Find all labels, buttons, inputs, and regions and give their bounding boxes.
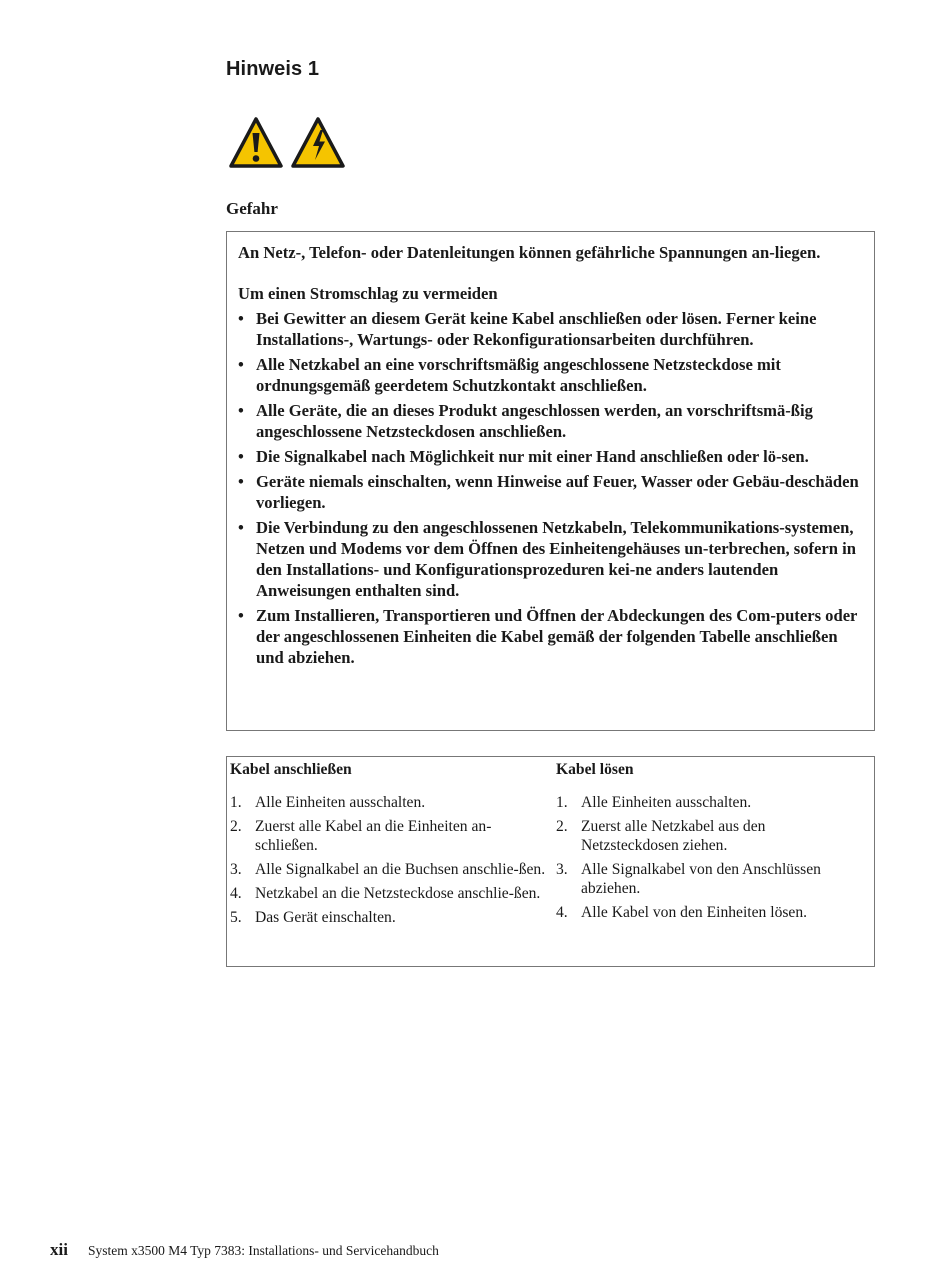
danger-bullet: • Geräte niemals einschalten, wenn Hinweise auf Feuer, Wasser oder Gebäu-deschäden vorliegen. (238, 471, 862, 513)
step-number: 1. (230, 794, 242, 811)
connect-column (230, 757, 548, 932)
danger-bullet: • Bei Gewitter an diesem Gerät keine Kabel anschließen oder lösen. Ferner keine Installations-, Wartungs- oder Rekonfigurationsarbeiten durchführen. (238, 308, 862, 350)
connect-steps (230, 793, 548, 927)
step-text: Das Gerät einschalten. (255, 909, 396, 926)
danger-bullet: • Zum Installieren, Transportieren und Öffnen der Abdeckungen des Com-puters oder der angeschlossenen Einheiten die Kabel gemäß der folgenden Tabelle anschließen und abziehen. (238, 605, 862, 668)
step-text: Netzkabel an die Netzsteckdose anschlie-ßen. (255, 885, 541, 902)
connect-step (230, 860, 548, 879)
cable-procedure-table (226, 756, 875, 967)
step-text: Zuerst alle Netzkabel aus den Netzsteckdosen ziehen. (581, 818, 766, 854)
danger-bullet-list (238, 308, 862, 668)
step-number: 2. (230, 818, 242, 835)
step-number: 4. (556, 904, 568, 921)
step-text: Alle Einheiten ausschalten. (581, 794, 752, 811)
connect-step (230, 884, 548, 903)
step-number: 2. (556, 818, 568, 835)
danger-bullet: • Alle Netzkabel an eine vorschriftsmäßig angeschlossene Netzsteckdose mit ordnungsgemäß geerdetem Schutzkontakt anschließen. (238, 354, 862, 396)
danger-bullet: • Die Verbindung zu den angeschlossenen Netzkabeln, Telekommunikations-systemen, Netzen und Modems vor dem Öffnen des Einheitengehäuses un-terbrechen, sofern in den Installations- und Konfigurationsprozeduren kei-ne anders lautenden Anweisungen enthalten sind. (238, 517, 862, 601)
danger-bullet: • Alle Geräte, die an dieses Produkt angeschlossen werden, an vorschriftsmä-ßig angeschlossene Netzsteckdosen anschließen. (238, 400, 862, 442)
step-number: 5. (230, 909, 242, 926)
disconnect-step (556, 817, 866, 855)
step-number: 3. (556, 861, 568, 878)
step-number: 4. (230, 885, 242, 902)
connect-step (230, 793, 548, 812)
step-text: Zuerst alle Kabel an die Einheiten an-schließen. (255, 818, 492, 854)
page-footer (50, 1240, 439, 1260)
danger-level-label: Gefahr (226, 199, 278, 218)
step-number: 1. (556, 794, 568, 811)
connect-step (230, 908, 548, 927)
step-text: Alle Signalkabel von den Anschlüssen abziehen. (581, 861, 821, 897)
danger-statement-box (226, 231, 875, 731)
disconnect-column (556, 757, 866, 927)
disconnect-step (556, 860, 866, 898)
disconnect-step (556, 903, 866, 922)
step-text: Alle Einheiten ausschalten. (255, 794, 426, 811)
page-number: xii (50, 1240, 68, 1259)
hazard-icons (228, 116, 346, 170)
disconnect-column-header: Kabel lösen (556, 761, 634, 778)
step-text: Alle Signalkabel an die Buchsen anschlie-ßen. (255, 861, 546, 878)
notice-title: Hinweis 1 (226, 58, 320, 80)
step-number: 3. (230, 861, 242, 878)
connect-column-header: Kabel anschließen (230, 761, 352, 778)
electrical-hazard-icon (290, 116, 346, 170)
danger-intro: An Netz-, Telefon- oder Datenleitungen können gefährliche Spannungen an-liegen. (238, 243, 821, 262)
danger-bullet: • Die Signalkabel nach Möglichkeit nur mit einer Hand anschließen oder lö-sen. (238, 446, 862, 467)
general-warning-icon (228, 116, 284, 170)
disconnect-steps (556, 793, 866, 922)
step-text: Alle Kabel von den Einheiten lösen. (581, 904, 808, 921)
disconnect-step (556, 793, 866, 812)
connect-step (230, 817, 548, 855)
danger-subheading: Um einen Stromschlag zu vermeiden (238, 284, 498, 303)
book-title: System x3500 M4 Typ 7383: Installations- und Servicehandbuch (87, 1243, 439, 1258)
